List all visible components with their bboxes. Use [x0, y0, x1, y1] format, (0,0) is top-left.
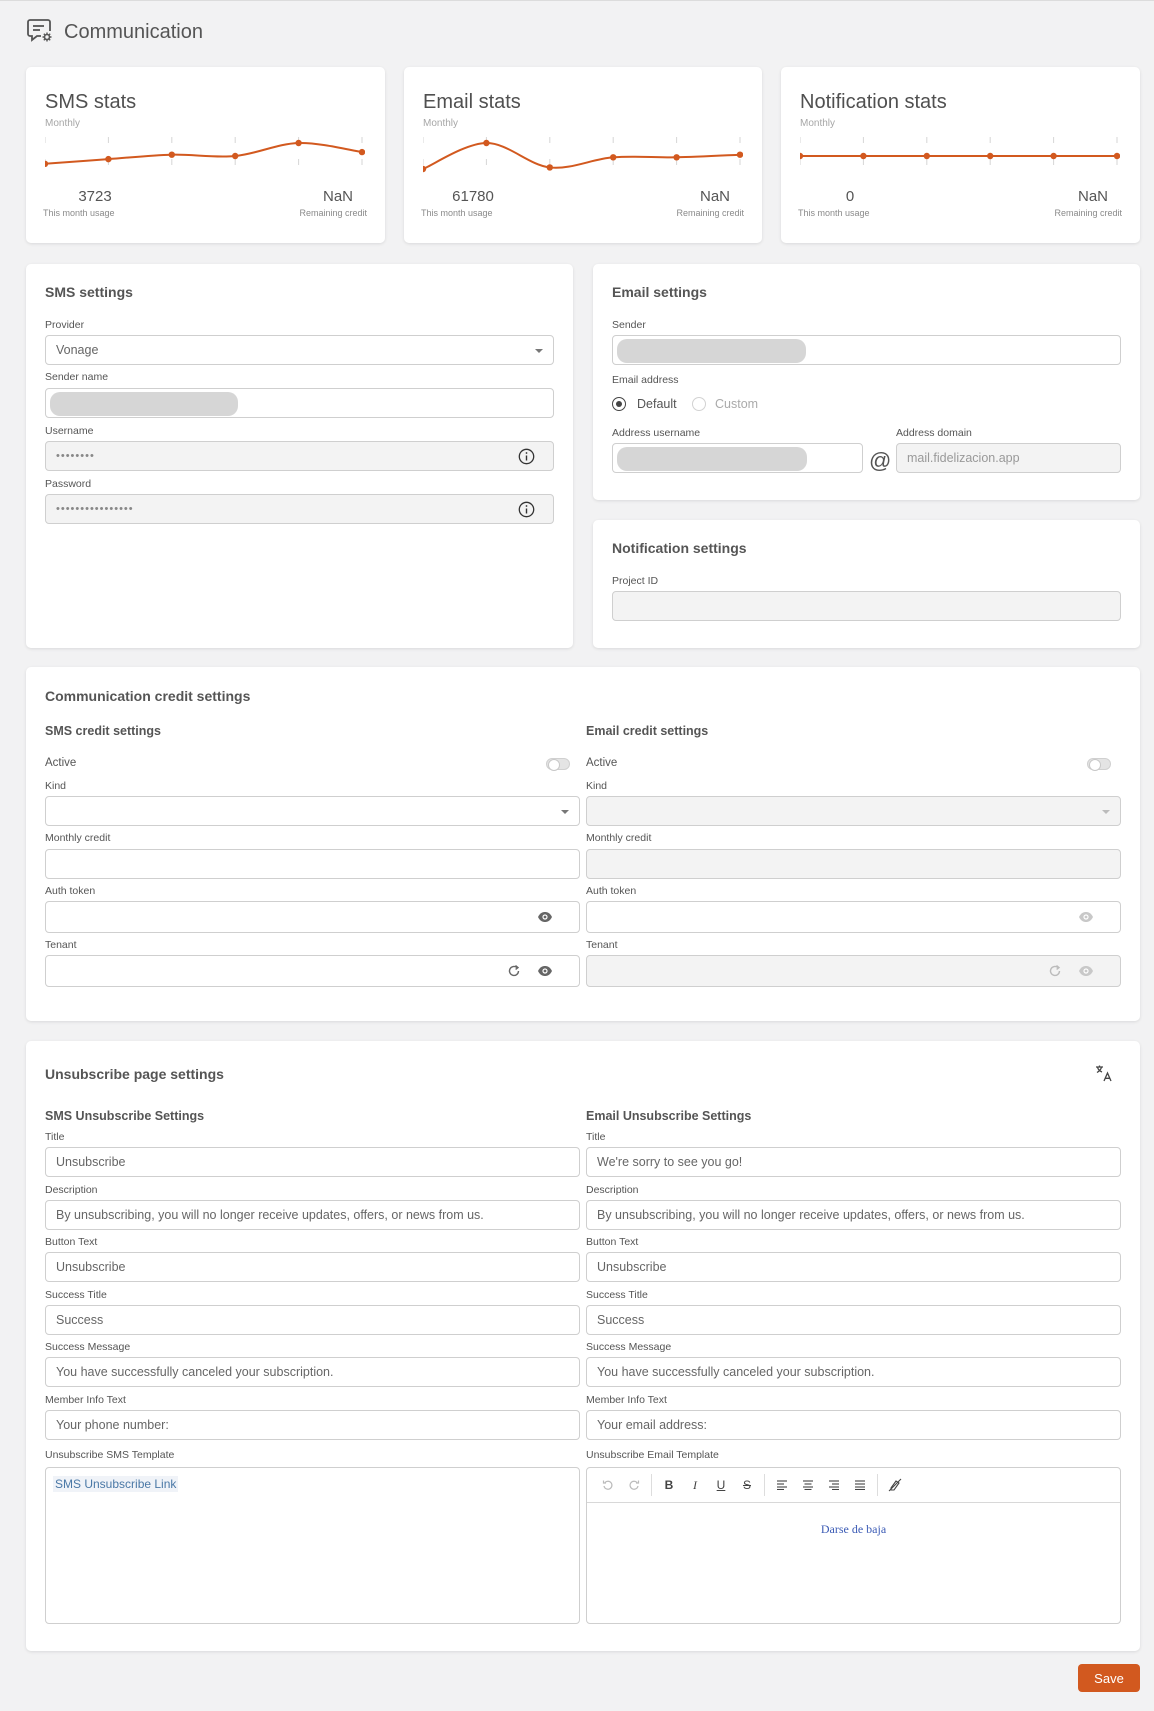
chart-point [483, 140, 489, 146]
stats-title: SMS stats [45, 91, 137, 113]
provider-value: Vonage [56, 343, 99, 357]
credit-block [676, 188, 744, 218]
eye-icon[interactable] [537, 911, 553, 923]
sms-title-label: Title [45, 1131, 65, 1143]
email-template-label: Unsubscribe Email Template [586, 1449, 719, 1461]
radio-custom[interactable] [692, 397, 706, 411]
email-stats-chart [423, 137, 743, 181]
email-button-text-value: Unsubscribe [597, 1260, 667, 1274]
align-center-icon[interactable] [795, 1475, 821, 1495]
italic-button[interactable]: I [693, 1477, 697, 1492]
clear-format-icon[interactable] [882, 1475, 908, 1495]
chart-point [924, 153, 930, 159]
credit-value: NaN [699, 188, 730, 205]
radio-custom-label[interactable]: Custom [715, 397, 759, 411]
sms-template-label: Unsubscribe SMS Template [45, 1449, 175, 1461]
chevron-down-icon [561, 810, 569, 814]
sms-credit-title: SMS credit settings [45, 724, 161, 738]
email-monthly-credit-label: Monthly credit [586, 832, 652, 844]
credit-label: Remaining credit [676, 208, 744, 218]
usage-value: 3723 [78, 188, 112, 205]
unsubscribe-settings-card [26, 1041, 1140, 1651]
top-divider [0, 0, 1154, 1]
email-auth-token-input[interactable] [586, 901, 1121, 933]
sender-input[interactable] [612, 335, 1121, 365]
radio-default-label[interactable]: Default [637, 397, 677, 411]
usage-value: 0 [845, 188, 855, 205]
email-success-title-label: Success Title [586, 1289, 648, 1301]
stats-title: Email stats [423, 91, 521, 113]
email-button-text-input[interactable] [586, 1252, 1121, 1282]
eye-icon[interactable] [1078, 911, 1094, 923]
username-input[interactable] [45, 441, 554, 471]
sms-active-toggle[interactable] [546, 758, 570, 770]
project-id-label: Project ID [612, 575, 659, 587]
email-member-info-value: Your email address: [597, 1418, 708, 1432]
email-monthly-credit-input[interactable] [586, 849, 1121, 879]
refresh-icon[interactable] [507, 964, 521, 978]
stats-period: Monthly [800, 118, 836, 129]
eye-icon[interactable] [537, 965, 553, 977]
email-success-title-input[interactable] [586, 1305, 1121, 1335]
email-tenant-input[interactable] [586, 955, 1121, 987]
notification-settings-card [593, 520, 1140, 648]
chart-point [737, 152, 743, 158]
sms-button-text-value: Unsubscribe [56, 1260, 126, 1274]
email-kind-select[interactable] [586, 796, 1121, 826]
at-sign: @ [869, 448, 892, 473]
email-active-toggle[interactable] [1087, 758, 1111, 770]
sms-unsubscribe-link[interactable]: SMS Unsubscribe Link [55, 1477, 177, 1491]
chevron-down-icon [535, 349, 543, 353]
unsubscribe-title: Unsubscribe page settings [45, 1066, 224, 1082]
sms-monthly-credit-input[interactable] [45, 849, 580, 879]
stats-period: Monthly [423, 118, 459, 129]
stats-period: Monthly [45, 118, 81, 129]
sms-description-value: By unsubscribing, you will no longer receive updates, offers, or news from us. [56, 1208, 484, 1222]
email-title-value: We're sorry to see you go! [597, 1155, 743, 1169]
align-justify-icon[interactable] [847, 1475, 873, 1495]
username-label: Username [45, 425, 94, 437]
chevron-down-icon [1102, 810, 1110, 814]
notification-settings-title: Notification settings [612, 540, 747, 556]
address-username-label: Address username [612, 427, 701, 439]
sms-member-info-input[interactable] [45, 1410, 580, 1440]
address-domain-value: mail.fidelizacion.app [907, 451, 1020, 465]
email-success-title-value: Success [597, 1313, 645, 1327]
editor-toolbar [587, 1468, 1120, 1503]
sms-member-info-value: Your phone number: [56, 1418, 169, 1432]
toolbar-divider [877, 1474, 878, 1496]
chart-point [169, 152, 175, 158]
credit-label: Remaining credit [1054, 208, 1122, 218]
notification-stats-card [781, 67, 1140, 243]
sms-success-message-label: Success Message [45, 1341, 131, 1353]
password-input[interactable] [45, 494, 554, 524]
page-title: Communication [64, 20, 203, 43]
sms-auth-token-input[interactable] [45, 901, 580, 933]
align-left-icon[interactable] [769, 1475, 795, 1495]
chart-point [1114, 153, 1120, 159]
underline-button[interactable]: U [716, 1478, 726, 1492]
sms-settings-card [26, 264, 573, 648]
provider-label: Provider [45, 319, 85, 331]
email-tenant-label: Tenant [586, 939, 618, 951]
sms-stats-card [26, 67, 385, 243]
page-header [26, 18, 203, 46]
chart-point [800, 153, 803, 159]
sms-success-title-value: Success [56, 1313, 104, 1327]
email-auth-token-label: Auth token [586, 885, 637, 897]
credit-settings-card [26, 667, 1140, 1021]
usage-value: 61780 [452, 188, 494, 205]
sender-label: Sender [612, 319, 646, 331]
radio-default[interactable] [612, 397, 626, 411]
usage-block [45, 188, 145, 218]
sms-title-value: Unsubscribe [56, 1155, 126, 1169]
password-value: •••••••••••••••• [56, 503, 134, 515]
sms-success-title-label: Success Title [45, 1289, 107, 1301]
credit-block [1054, 188, 1122, 218]
credit-block [299, 188, 367, 218]
sms-active-label: Active [45, 757, 77, 769]
save-button[interactable]: Save [1078, 1664, 1140, 1692]
email-credit-title: Email credit settings [586, 724, 709, 738]
email-active-label: Active [586, 757, 618, 769]
sender-name-label: Sender name [45, 371, 109, 383]
redacted-value [617, 339, 806, 363]
email-settings-card [593, 264, 1140, 500]
email-kind-label: Kind [586, 780, 608, 792]
email-success-message-input[interactable] [586, 1357, 1121, 1387]
email-stats-card [404, 67, 762, 243]
sms-template-textarea[interactable] [45, 1467, 580, 1624]
email-title-input[interactable] [586, 1147, 1121, 1177]
sms-stats-chart [45, 137, 365, 181]
email-address-label: Email address [612, 374, 679, 386]
sms-kind-label: Kind [45, 780, 67, 792]
chart-point [295, 140, 301, 146]
bold-button[interactable]: B [664, 1478, 674, 1492]
sms-member-info-label: Member Info Text [45, 1394, 126, 1406]
sms-success-message-input[interactable] [45, 1357, 580, 1387]
sms-title-input[interactable] [45, 1147, 580, 1177]
toolbar-divider [651, 1474, 652, 1496]
email-unsubscribe-title: Email Unsubscribe Settings [586, 1109, 752, 1123]
sms-monthly-credit-label: Monthly credit [45, 832, 111, 844]
usage-label: This month usage [421, 208, 493, 218]
redacted-value [617, 447, 807, 471]
strikethrough-button[interactable]: S [742, 1478, 751, 1492]
email-success-message-value: You have successfully canceled your subscription. [597, 1365, 875, 1379]
chart-point [673, 154, 679, 160]
redacted-value [50, 392, 238, 416]
sms-description-input[interactable] [45, 1200, 580, 1230]
sms-tenant-label: Tenant [45, 939, 77, 951]
email-settings-title: Email settings [612, 284, 707, 300]
credit-value: NaN [1077, 188, 1108, 205]
email-description-input[interactable] [586, 1200, 1121, 1230]
sms-description-label: Description [45, 1184, 98, 1196]
credit-value: NaN [322, 188, 353, 205]
sms-button-text-label: Button Text [45, 1236, 98, 1248]
email-success-message-label: Success Message [586, 1341, 672, 1353]
usage-label: This month usage [43, 208, 115, 218]
email-description-value: By unsubscribing, you will no longer receive updates, offers, or news from us. [597, 1208, 1025, 1222]
password-label: Password [45, 478, 92, 490]
usage-block [800, 188, 900, 218]
redo-icon[interactable] [621, 1475, 647, 1495]
toolbar-divider [764, 1474, 765, 1496]
info-icon[interactable] [518, 448, 535, 465]
email-member-info-input[interactable] [586, 1410, 1121, 1440]
chart-point [359, 149, 365, 155]
chart-point [232, 153, 238, 159]
sms-kind-select[interactable] [45, 796, 580, 826]
sms-unsubscribe-title: SMS Unsubscribe Settings [45, 1109, 205, 1123]
notification-stats-chart [800, 137, 1120, 181]
eye-icon[interactable] [1078, 965, 1094, 977]
username-value: •••••••• [56, 450, 95, 462]
email-template-editor[interactable] [586, 1467, 1121, 1624]
usage-block [423, 188, 523, 218]
unsubscribe-email-link[interactable]: Darse de baja [820, 1522, 887, 1536]
project-id-input[interactable] [612, 591, 1121, 621]
sms-success-title-input[interactable] [45, 1305, 580, 1335]
chart-point [987, 153, 993, 159]
usage-label: This month usage [798, 208, 870, 218]
address-username-input[interactable] [612, 443, 863, 473]
translate-icon[interactable] [1094, 1063, 1114, 1083]
email-description-label: Description [586, 1184, 639, 1196]
credit-settings-title: Communication credit settings [45, 688, 251, 704]
sms-tenant-input[interactable] [45, 955, 580, 987]
sms-settings-title: SMS settings [45, 284, 133, 300]
sms-success-message-value: You have successfully canceled your subscription. [56, 1365, 334, 1379]
chart-point [1050, 153, 1056, 159]
chart-point [45, 161, 48, 167]
address-domain-input[interactable] [896, 443, 1121, 473]
communication-settings-icon [26, 16, 54, 49]
chart-point [860, 153, 866, 159]
provider-select[interactable] [45, 335, 554, 365]
sender-name-input[interactable] [45, 388, 554, 418]
email-button-text-label: Button Text [586, 1236, 639, 1248]
email-title-label: Title [586, 1131, 606, 1143]
email-member-info-label: Member Info Text [586, 1394, 667, 1406]
info-icon[interactable] [518, 501, 535, 518]
undo-icon[interactable] [595, 1475, 621, 1495]
refresh-icon[interactable] [1048, 964, 1062, 978]
sms-button-text-input[interactable] [45, 1252, 580, 1282]
chart-point [547, 164, 553, 170]
stats-title: Notification stats [800, 91, 947, 113]
sms-auth-token-label: Auth token [45, 885, 96, 897]
chart-line [423, 143, 740, 169]
align-right-icon[interactable] [821, 1475, 847, 1495]
address-domain-label: Address domain [896, 427, 972, 439]
chart-point [105, 156, 111, 162]
chart-line [45, 143, 362, 164]
credit-label: Remaining credit [299, 208, 367, 218]
chart-point [610, 154, 616, 160]
